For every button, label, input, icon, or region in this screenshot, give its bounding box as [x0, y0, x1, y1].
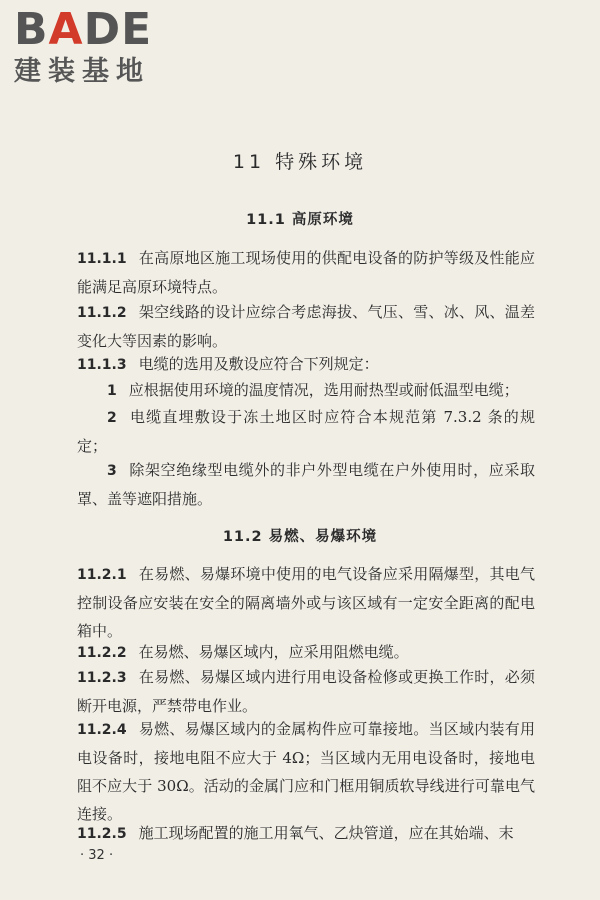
list-item: 1 应根据使用环境的温度情况，选用耐热型或耐低温型电缆； — [107, 381, 519, 399]
logo-subtitle: 建装基地 — [14, 56, 150, 87]
clause: 11.1.2 架空线路的设计应综合考虑海拔、气压、雪、冰、风、温差变化大等因素的影响。 — [77, 303, 535, 350]
list-item: 2 电缆直埋敷设于冻土地区时应符合本规范第 7.3.2 条的规定； — [77, 408, 535, 455]
section-heading: 11.1 高原环境 — [246, 212, 354, 228]
clause: 11.1.1 在高原地区施工现场使用的供配电设备的防护等级及性能应能满足高原环境特点。 — [77, 249, 535, 296]
chapter-title: 11 特殊环境 — [232, 151, 368, 173]
clause: 11.1.3 电缆的选用及敷设应符合下列规定： — [77, 355, 379, 373]
clause: 11.2.3 在易燃、易爆区域内进行用电设备检修或更换工作时，必须断开电源，严禁带电作业。 — [77, 668, 535, 715]
section-heading: 11.2 易燃、易爆环境 — [222, 529, 378, 545]
clause: 11.2.5 施工现场配置的施工用氧气、乙炔管道，应在其始端、末 — [77, 824, 514, 842]
logo-wordmark: BADE — [14, 4, 153, 55]
list-item: 3 除架空绝缘型电缆外的非户外型电缆在户外使用时，应采取罩、盖等遮阳措施。 — [77, 461, 535, 508]
clause: 11.2.2 在易燃、易爆区域内，应采用阻燃电缆。 — [77, 643, 409, 661]
clause: 11.2.4 易燃、易爆区域内的金属构件应可靠接地。当区域内装有用电设备时，接地电阻不应大于 4Ω；当区域内无用电设备时，接地电阻不应大于 30Ω。活动的金属门应和门框用铜质软导线进行可靠电气连接。 — [77, 720, 535, 823]
logo — [14, 6, 184, 88]
page-number: · 32 · — [80, 848, 114, 863]
clause: 11.2.1 在易燃、易爆环境中使用的电气设备应采用隔爆型，其电气控制设备应安装在安全的隔离墙外或与该区域有一定安全距离的配电箱中。 — [77, 565, 535, 640]
